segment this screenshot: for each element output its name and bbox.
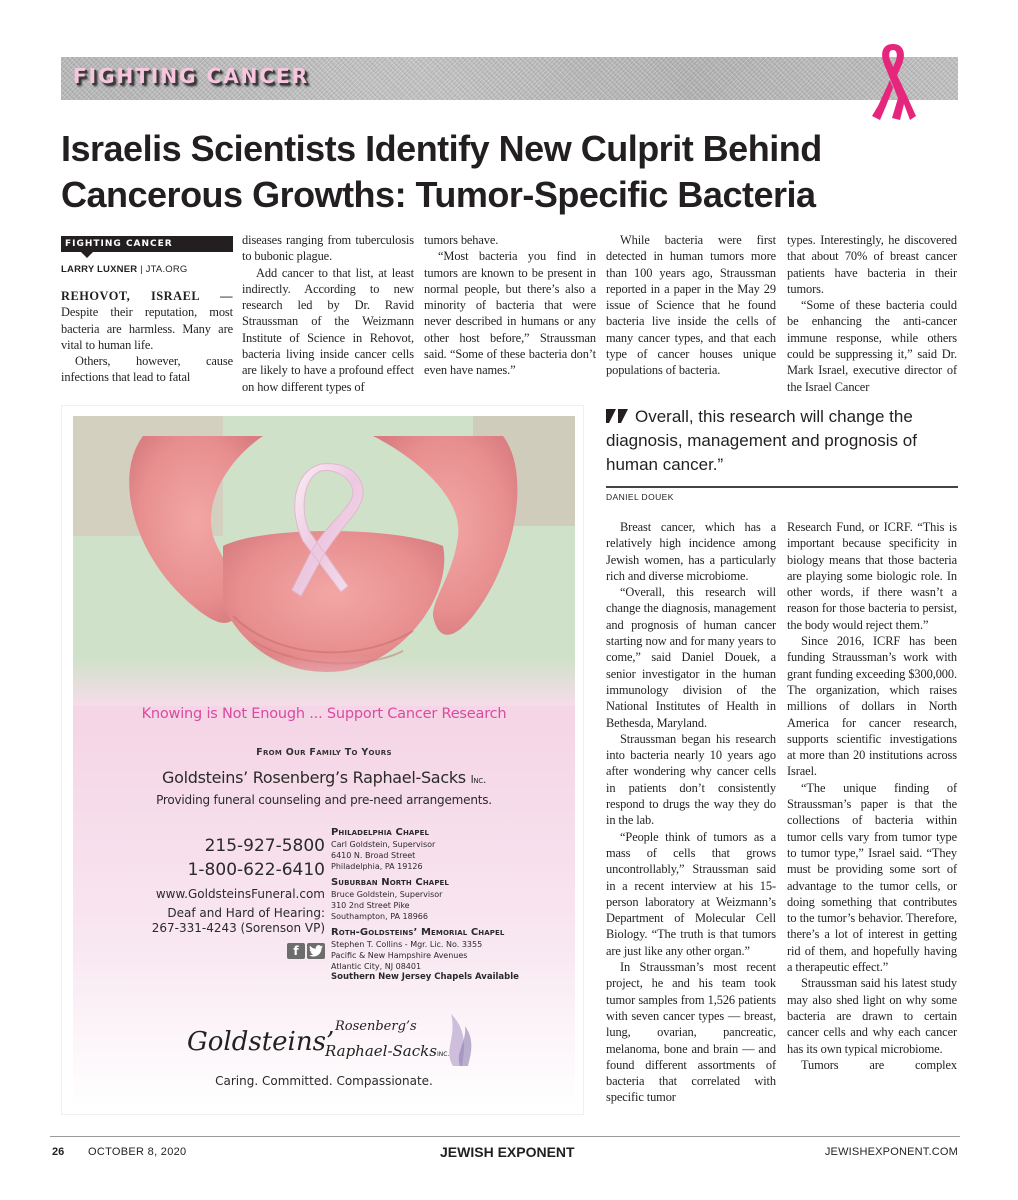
paragraph: tumors behave. — [424, 233, 499, 247]
dateline: REHOVOT, ISRAEL — — [61, 289, 233, 303]
paragraph — [61, 288, 233, 353]
byline-source: JTA.ORG — [145, 264, 188, 275]
paragraph: “Overall, this research will change the diagnosis, management and prognosis of human cancer starting now and for many years to come,” said Daniel Douek, a senior investigator in the human immunology division of the National Institutes of Health in Bethesda, Maryland. — [606, 585, 776, 730]
chapel-name: Philadelphia Chapel — [331, 827, 430, 838]
publication-website[interactable]: JEWISHEXPONENT.COM — [824, 1146, 958, 1158]
chapel-line: Carl Goldstein, Supervisor — [331, 840, 436, 849]
chapel-line: Philadelphia, PA 19126 — [331, 862, 423, 871]
ad-company-name — [73, 768, 575, 787]
paragraph: “Most bacteria you find in tumors are known to be present in normal people, but there’s also a minority of bacteria that were never described in humans or any other host before,” Straussman said. “Some of these bacteria don’t even have names.” — [424, 249, 596, 378]
section-tag: FIGHTING CANCER — [61, 236, 233, 252]
byline-separator: | — [137, 264, 146, 275]
paragraph: “Some of these bacteria could be enhancing the anti-cancer immune response, while others could be suppressing it,” said Dr. Mark Israel, executive director of the Israel Cancer — [787, 298, 957, 394]
phone-number-tollfree[interactable]: 1-800-622-6410 — [187, 860, 325, 880]
paragraph: Breast cancer, which has a relatively high incidence among Jewish women, has a particularly rich and diverse microbiome. — [606, 520, 776, 583]
pull-quote — [606, 405, 958, 502]
section-banner — [61, 57, 958, 100]
paragraph: diseases ranging from tuberculosis to bubonic plague. — [242, 233, 414, 264]
pink-ribbon-icon — [868, 40, 918, 122]
banner-label: FIGHTING CANCER — [73, 64, 310, 88]
chapel-line: Atlantic City, NJ 08401 — [331, 962, 422, 971]
ad-services-description: Providing funeral counseling and pre-need arrangements. — [156, 793, 492, 807]
quote-marks-icon — [606, 409, 630, 423]
ad-family-line: From Our Family To Yours — [256, 747, 392, 758]
paragraph: In Straussman’s most recent project, he and his team took tumor samples from 1,526 patients with seven cancer types — breast, lung, ovarian, pancreatic, melanoma, bone and brain — and found different assortments of bacteria that correlated with specific tumor — [606, 960, 776, 1105]
chapel-line: Pacific & New Hampshire Avenues — [331, 951, 468, 960]
chapel-line: 6410 N. Broad Street — [331, 851, 416, 860]
page-number: 26 — [52, 1146, 65, 1158]
chapel-name: Suburban North Chapel — [331, 877, 449, 888]
paragraph: Research Fund, or ICRF. “This is important because specificity in biology means that those bacteria are playing some biologic role. In other words, if there wasn’t a reason for those bacteria to persist, the body would reject them.” — [787, 520, 957, 632]
pull-quote-text: Overall, this research will change the diagnosis, management and prognosis of human cancer.” — [606, 407, 917, 474]
issue-date: OCTOBER 8, 2020 — [88, 1146, 187, 1158]
funeral-home-script-logo — [185, 1008, 475, 1070]
publication-name: JEWISH EXPONENT — [440, 1144, 575, 1160]
article-column-4-continued — [606, 519, 776, 1106]
social-links — [93, 943, 325, 959]
article-column-2 — [242, 232, 414, 395]
paragraph: Straussman began his research into bacteria nearly 10 years ago after wondering why cancer cells in patients don’t consistently respond to drugs the way they do in the lab. — [606, 731, 776, 828]
ad-website-link[interactable]: www.GoldsteinsFuneral.com — [155, 887, 325, 901]
ad-motto: Caring. Committed. Compassionate. — [215, 1074, 433, 1088]
paragraph: Straussman said his latest study may also shed light on why some bacteria are drawn to certain cancer cells and why each cancer has its own typical microbiome. — [787, 976, 957, 1056]
svg-text:Rosenberg’s: Rosenberg’s — [335, 1019, 417, 1034]
article-column-5 — [787, 232, 957, 395]
chapel-line: 310 2nd Street Pike — [331, 901, 410, 910]
ad-chapel-list — [331, 826, 571, 987]
pull-quote-author: DANIEL DOUEK — [606, 492, 674, 502]
chapel-line: Southampton, PA 18966 — [331, 912, 428, 921]
article-column-5-continued — [787, 519, 957, 1073]
facebook-icon[interactable]: f — [287, 943, 305, 959]
paragraph: “The unique finding of Straussman’s paper is that the collections of bacteria within tumor cells vary from tumor type to tumor type,” Israel said. “They must be providing some sort of advantage to the tumor cells, or doing something that contributes to the tumor’s behavior. Therefore, there’s a lot of interest in getting rid of them, and hopefully having a therapeutic effect.” — [787, 780, 957, 975]
phone-number-local[interactable]: 215-927-5800 — [204, 836, 325, 856]
svg-text:INC.: INC. — [437, 1051, 450, 1058]
paragraph: types. Interestingly, he discovered that about 70% of breast cancer patients have bacteria in their tumors. — [787, 233, 957, 296]
article-headline: Israelis Scientists Identify New Culprit Behind Cancerous Growths: Tumor-Specific Bacteria — [61, 128, 822, 215]
twitter-icon[interactable] — [307, 943, 325, 959]
article-column-3 — [424, 232, 596, 379]
chapel-entry — [331, 876, 571, 922]
paragraph-text: Despite their reputation, most bacteria are harmless. Many are vital to human life. — [61, 305, 233, 352]
chapel-line: Bruce Goldstein, Supervisor — [331, 890, 443, 899]
byline-author: LARRY LUXNER — [61, 264, 138, 275]
hands-ribbon-photo — [73, 416, 575, 706]
chapel-note: Southern New Jersey Chapels Available — [331, 972, 519, 982]
svg-text:Goldsteins’: Goldsteins’ — [187, 1027, 335, 1057]
company-suffix: Inc. — [470, 774, 486, 786]
ad-tagline: Knowing is Not Enough ... Support Cancer Research — [141, 706, 507, 722]
svg-text:Raphael-Sacks: Raphael-Sacks — [325, 1042, 437, 1060]
deaf-hearing-label: Deaf and Hard of Hearing: — [167, 906, 325, 920]
paragraph: Others, however, cause infections that lead to fatal — [61, 354, 233, 385]
paragraph: Tumors are complex — [801, 1057, 957, 1072]
footer-divider — [50, 1136, 960, 1137]
funeral-home-advertisement — [61, 405, 584, 1115]
ad-contact-info — [93, 834, 325, 959]
chapel-entry — [331, 926, 571, 983]
paragraph: While bacteria were first detected in human tumors more than 100 years ago, Straussman reported in a paper in the May 29 issue of Science that he found bacteria live inside the cells of many cancer types, and that each type of cancer houses unique populations of bacteria. — [606, 233, 776, 378]
chapel-line: Stephen T. Collins - Mgr. Lic. No. 3355 — [331, 940, 483, 949]
article-column-1 — [61, 236, 233, 386]
ad-background — [73, 416, 575, 1106]
byline — [61, 264, 233, 276]
paragraph: Add cancer to that list, at least indirectly. According to new research led by Dr. Ravid Straussman of the Weizmann Institute of Science in Rehovot, bacteria living inside cancer cells are likely to have a profound effect on how different types of — [242, 265, 414, 394]
paragraph: “People think of tumors as a mass of cells that grows uncontrollably,” Straussman said in a recent interview at his 15-person laboratory at Weizmann’s Department of Molecular Cell Biology. “The truth is that tumors are just like any other organ.” — [606, 829, 776, 958]
chapel-entry — [331, 826, 571, 872]
chapel-name: Roth-Goldsteins’ Memorial Chapel — [331, 927, 505, 938]
deaf-hearing-number[interactable]: 267-331-4243 (Sorenson VP) — [151, 921, 325, 935]
pull-quote-divider — [606, 486, 958, 488]
hands-holding-ribbon-image — [73, 416, 575, 706]
paragraph: Since 2016, ICRF has been funding Straussman’s work with grant funding exceeding $300,000. The organization, which raises millions of dollars in North America for cancer research, supports scientific investigations at more than 20 institutions across Israel. — [787, 634, 957, 779]
article-column-4 — [606, 232, 776, 379]
company-name-text: Goldsteins’ Rosenberg’s Raphael-Sacks — [162, 768, 466, 787]
